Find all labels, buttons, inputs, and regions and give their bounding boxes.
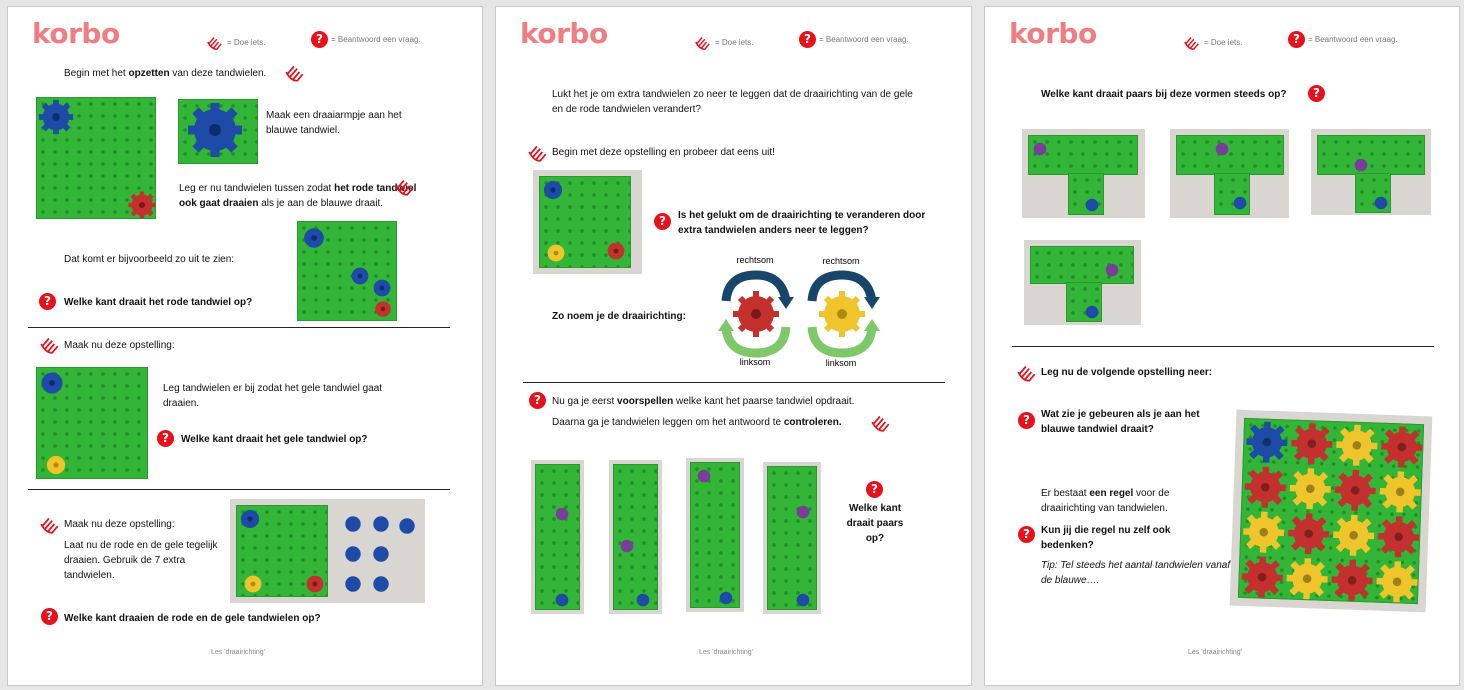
question-icon: ? bbox=[654, 213, 671, 230]
blue-gear bbox=[237, 506, 263, 532]
purple-gear bbox=[553, 505, 571, 523]
control-text: Daarna ga je tandwielen leggen om het antwoord te controleren. bbox=[552, 417, 842, 428]
strip-photo-3 bbox=[686, 458, 744, 612]
worksheet-page-2 bbox=[495, 6, 972, 686]
purple-gear bbox=[1103, 261, 1121, 279]
blue-gear bbox=[1231, 194, 1249, 212]
full-gear-grid bbox=[1238, 418, 1424, 604]
question-icon: ? bbox=[311, 31, 328, 48]
question-shapes: Welke kant draait paars bij deze vormen steeds op? bbox=[1041, 89, 1287, 100]
example-text: Dat komt er bijvoorbeeld zo uit te zien: bbox=[64, 254, 235, 265]
grid-gear bbox=[1330, 558, 1374, 602]
question-icon: ? bbox=[529, 392, 546, 409]
blue-gear bbox=[370, 573, 392, 595]
t-shape-photo-4 bbox=[1024, 240, 1141, 325]
intro-text: Lukt het je om extra tandwielen zo neer te leggen dat de draairichting van de gele en de rode tandwielen verandert? bbox=[552, 89, 913, 115]
blue-gear bbox=[1083, 196, 1101, 214]
footer: Les 'draairichting' bbox=[211, 649, 266, 656]
legend-do bbox=[206, 33, 265, 51]
footer: Les 'draairichting' bbox=[699, 649, 754, 656]
question-icon: ? bbox=[1288, 31, 1305, 48]
korbo-logo: korbo bbox=[1009, 17, 1097, 50]
purple-gear bbox=[695, 467, 713, 485]
blue-gear bbox=[370, 543, 392, 565]
legend-answer bbox=[799, 31, 909, 48]
lay-text: Leg nu de volgende opstelling neer: bbox=[1041, 367, 1213, 378]
blue-gear bbox=[37, 98, 75, 136]
question-icon: ? bbox=[1018, 412, 1035, 429]
legend-do bbox=[1183, 33, 1242, 51]
legend-answer-text: = Beantwoord een vraag. bbox=[331, 35, 421, 44]
blue-gear-arm bbox=[185, 100, 245, 160]
question-success: Is het gelukt om de draairichting te veranderen door extra tandwielen anders neer te leggen? bbox=[678, 210, 926, 236]
extra-gears-photo bbox=[230, 499, 425, 603]
red-gear bbox=[604, 239, 628, 263]
gear-strip bbox=[535, 464, 580, 610]
question-icon: ? bbox=[157, 430, 174, 447]
start-setup-photo bbox=[533, 170, 642, 274]
gear-board bbox=[1214, 173, 1250, 215]
start-text: Begin met deze opstelling en probeer dat eens uit! bbox=[552, 147, 775, 158]
red-gear bbox=[303, 572, 327, 596]
blue-gear bbox=[300, 224, 328, 252]
question-icon: ? bbox=[799, 31, 816, 48]
gear-board bbox=[539, 176, 631, 268]
grid-gear bbox=[1290, 422, 1334, 466]
counterclockwise-diagram bbox=[804, 269, 880, 359]
purple-gear bbox=[618, 537, 636, 555]
red-gear bbox=[127, 190, 157, 220]
hand-icon bbox=[694, 33, 712, 51]
korbo-logo: korbo bbox=[32, 17, 120, 50]
hand-icon bbox=[1016, 361, 1038, 383]
blue-gear bbox=[634, 591, 652, 609]
legend-do-text: = Doe iets. bbox=[715, 37, 754, 47]
grid-gear bbox=[1286, 511, 1330, 555]
blue-gear bbox=[348, 264, 372, 288]
question-red-yellow: Welke kant draaien de rode en de gele tandwielen op? bbox=[64, 613, 321, 624]
gear-board bbox=[1030, 246, 1134, 284]
blue-gear bbox=[342, 513, 364, 535]
hand-icon bbox=[39, 513, 61, 535]
hand-icon bbox=[284, 61, 306, 83]
arm-photo bbox=[178, 99, 258, 164]
yellow-setup-photo bbox=[36, 367, 148, 479]
gear-strip bbox=[767, 466, 817, 610]
korbo-logo: korbo bbox=[520, 17, 608, 50]
grid-gear bbox=[1245, 420, 1289, 464]
gear-board bbox=[236, 505, 328, 597]
yellow-gear bbox=[544, 241, 568, 265]
grid-gear bbox=[1380, 425, 1424, 469]
question-red-gear: Welke kant draait het rode tandwiel op? bbox=[64, 297, 253, 308]
footer: Les 'draairichting' bbox=[1188, 649, 1243, 656]
purple-gear bbox=[794, 503, 812, 521]
hand-icon bbox=[394, 175, 416, 197]
blue-gear bbox=[396, 515, 418, 537]
question-purple: Welke kant draait paars op? bbox=[846, 503, 904, 544]
gear-board-photo bbox=[36, 97, 156, 219]
make-setup-text-2: Maak nu deze opstelling: bbox=[64, 519, 175, 530]
blue-gear bbox=[37, 368, 67, 398]
yellow-gear bbox=[43, 452, 69, 478]
strip-photo-2 bbox=[609, 460, 662, 614]
hand-icon bbox=[1183, 33, 1201, 51]
legend-do-text: = Doe iets. bbox=[1204, 37, 1243, 47]
blue-gear bbox=[1083, 303, 1101, 321]
intro-text: Begin met het opzetten van deze tandwielen. bbox=[64, 68, 267, 79]
arm-text: Maak een draaiarmpje aan het blauwe tandwiel. bbox=[266, 110, 402, 136]
blue-gear bbox=[794, 591, 812, 609]
legend-answer-text: = Beantwoord een vraag. bbox=[819, 35, 909, 44]
grid-gear bbox=[1240, 555, 1284, 599]
rechtsom-label: rechtsom bbox=[822, 256, 860, 266]
question-yellow-gear: Welke kant draait het gele tandwiel op? bbox=[181, 434, 368, 445]
question-icon: ? bbox=[39, 293, 56, 310]
legend-answer-text: = Beantwoord een vraag. bbox=[1308, 35, 1398, 44]
strip-photo-4 bbox=[763, 462, 821, 614]
question-icon: ? bbox=[1018, 526, 1035, 543]
gear-board bbox=[1355, 173, 1391, 213]
legend-answer bbox=[1288, 31, 1398, 48]
question-icon: ? bbox=[1308, 85, 1325, 102]
hand-icon bbox=[870, 411, 892, 433]
gear-board bbox=[1176, 135, 1284, 175]
blue-gear bbox=[342, 573, 364, 595]
grid-gear bbox=[1333, 468, 1377, 512]
grid-gear bbox=[1241, 510, 1285, 554]
blue-gear bbox=[342, 543, 364, 565]
clockwise-diagram bbox=[718, 269, 794, 359]
t-shape-photo-3 bbox=[1311, 129, 1431, 215]
gear-grid bbox=[1245, 419, 1423, 425]
grid-gear bbox=[1335, 423, 1379, 467]
purple-gear bbox=[1213, 140, 1231, 158]
strip-photo-1 bbox=[531, 460, 584, 614]
worksheet-page-1 bbox=[7, 6, 483, 686]
predict-text: Nu ga je eerst voorspellen welke kant het paarse tandwiel opdraait. bbox=[552, 396, 855, 407]
hand-icon bbox=[39, 333, 61, 355]
hand-icon bbox=[527, 141, 549, 163]
grid-gear bbox=[1243, 465, 1287, 509]
question-happen: Wat zie je gebeuren als je aan het blauwe tandwiel draait? bbox=[1041, 409, 1200, 435]
blue-gear bbox=[370, 513, 392, 535]
make-setup-text: Maak nu deze opstelling: bbox=[64, 340, 175, 351]
legend-do-text: = Doe iets. bbox=[227, 37, 266, 47]
gear-board bbox=[1066, 282, 1102, 322]
linksom-label: linksom bbox=[739, 357, 771, 367]
question-icon: ? bbox=[41, 608, 58, 625]
blue-gear bbox=[553, 591, 571, 609]
both-text: Laat nu de rode en de gele tegelijk draaien. Gebruik de 7 extra tandwielen. bbox=[64, 540, 218, 581]
full-grid-photo bbox=[1230, 410, 1433, 613]
purple-gear bbox=[1031, 140, 1049, 158]
gear-strip bbox=[613, 464, 658, 610]
red-gear bbox=[372, 298, 394, 320]
example-board-photo bbox=[297, 221, 397, 321]
blue-gear bbox=[370, 276, 394, 300]
purple-gear bbox=[1352, 156, 1370, 174]
question-rule: Kun jij die regel nu zelf ook bedenken? bbox=[1041, 525, 1171, 551]
rule-text: Er bestaat een regel voor de draairichting van tandwielen. bbox=[1041, 488, 1170, 514]
tip-text: Tip: Tel steeds het aantal tandwielen vanaf de blauwe…. bbox=[1041, 560, 1231, 586]
yellow-text: Leg tandwielen er bij zodat het gele tandwiel gaat draaien. bbox=[163, 383, 383, 409]
yellow-gear bbox=[241, 572, 265, 596]
tussen-text: Leg er nu tandwielen tussen zodat het rode tandwiel ook gaat draaien als je aan de blauwe draait. bbox=[179, 183, 417, 209]
legend-answer bbox=[311, 31, 421, 48]
hand-icon bbox=[206, 33, 224, 51]
gear-board bbox=[1068, 173, 1104, 215]
grid-gear bbox=[1331, 513, 1375, 557]
linksom-label: linksom bbox=[825, 358, 857, 368]
legend-do bbox=[694, 33, 753, 51]
naming-text: Zo noem je de draairichting: bbox=[552, 311, 686, 322]
blue-gear bbox=[540, 177, 566, 203]
grid-gear bbox=[1378, 470, 1422, 514]
blue-gear bbox=[717, 589, 735, 607]
question-icon: ? bbox=[866, 481, 883, 498]
t-shape-photo-2 bbox=[1170, 129, 1289, 218]
grid-gear bbox=[1288, 467, 1332, 511]
rechtsom-label: rechtsom bbox=[736, 255, 774, 265]
t-shape-photo-1 bbox=[1022, 129, 1145, 218]
grid-gear bbox=[1285, 556, 1329, 600]
grid-gear bbox=[1375, 560, 1419, 604]
gear-strip bbox=[690, 462, 740, 608]
grid-gear bbox=[1376, 515, 1420, 559]
gear-board bbox=[1028, 135, 1138, 175]
worksheet-page-3 bbox=[984, 6, 1460, 686]
gear-board bbox=[1317, 135, 1425, 175]
blue-gear bbox=[1372, 194, 1390, 212]
